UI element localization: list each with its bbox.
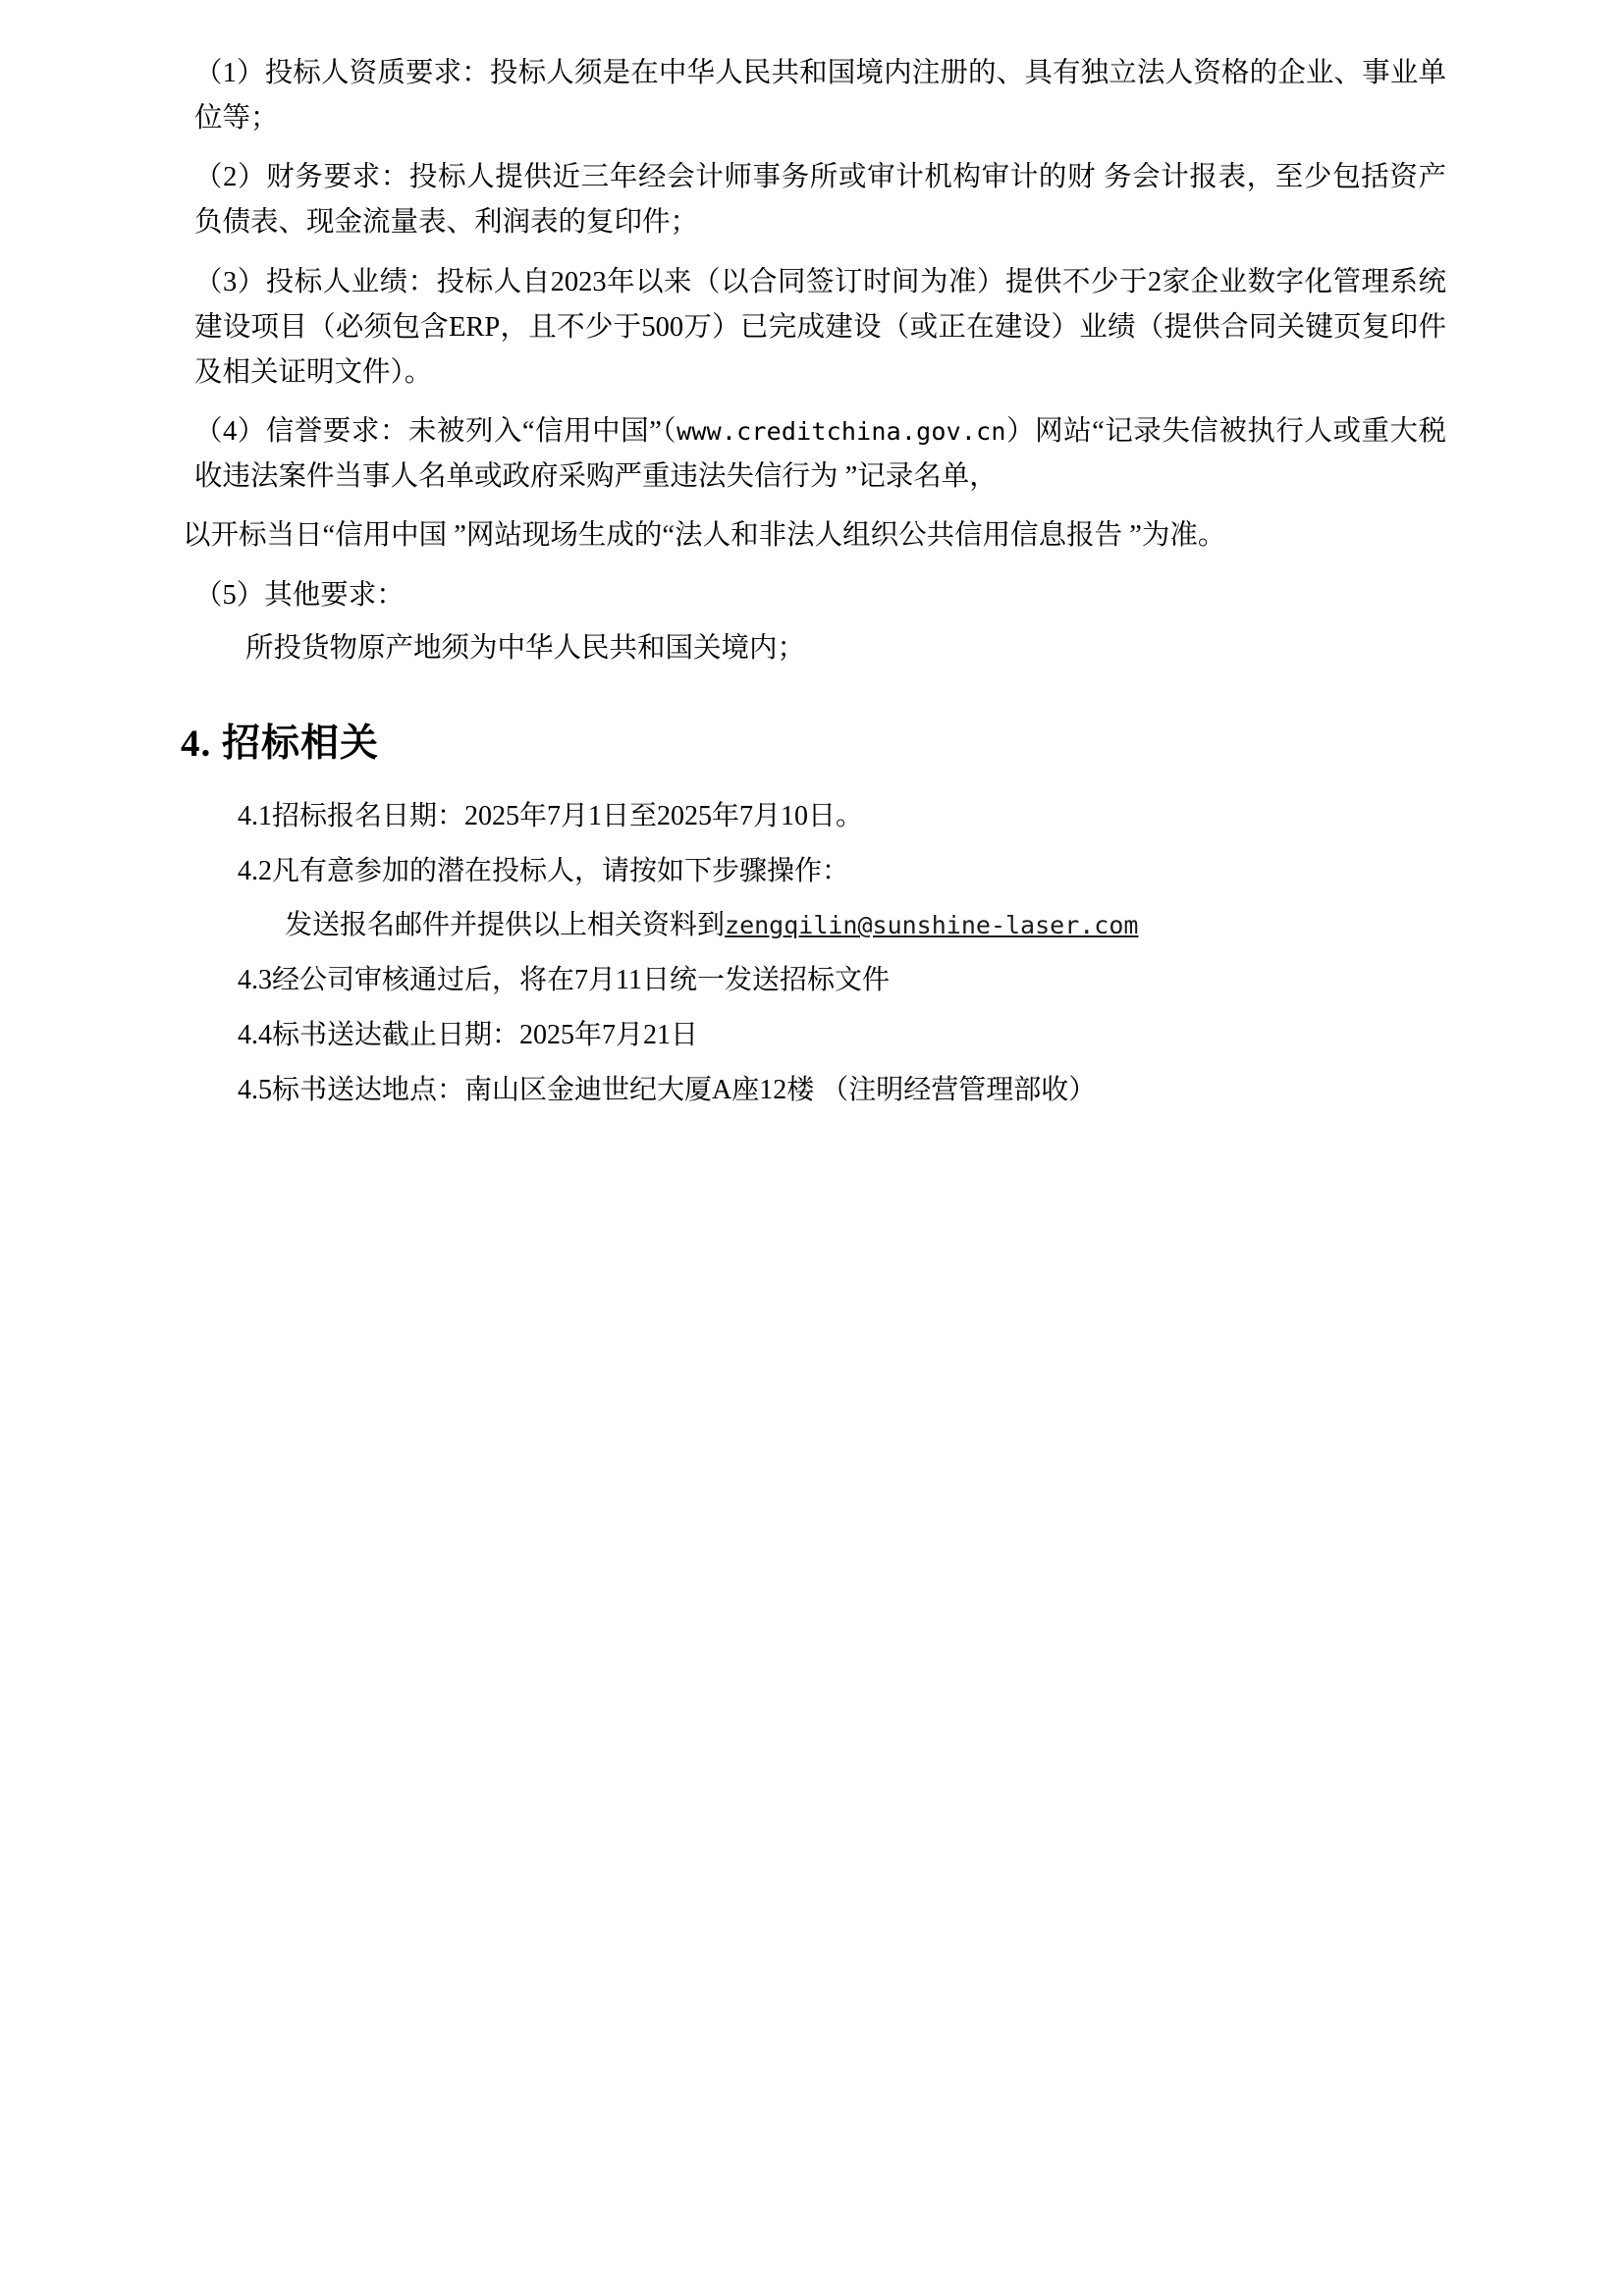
requirement-credit-prefix: （4）信誉要求：未被列入“信用中国”（ — [194, 416, 677, 448]
tender-item-registration-date: 4.1招标报名日期：2025年7月1日至2025年7月10日。 — [238, 800, 864, 831]
bidder-requirements-list — [177, 51, 1446, 671]
requirement-other-detail: 所投货物原产地须为中华人民共和国关境内； — [245, 632, 806, 664]
tender-item-email-line — [177, 906, 1446, 945]
requirement-credit-suffix: ）网站“记录失信被执行人或重大税收违法案件当事人名单或政府采购严重违法失信行为 ”记录名单， — [194, 416, 1446, 493]
section-heading-tender — [177, 713, 1446, 768]
requirement-financial: （2）财务要求：投标人提供近三年经会计师事务所或审计机构审计的财 务会计报表，至少包括资产负债表、现金流量表、利润表的复印件； — [194, 162, 1446, 239]
tender-item-document-dispatch: 4.3经公司审核通过后，将在7月11日统一发送招标文件 — [238, 965, 890, 996]
email-line-prefix: 发送报名邮件并提供以上相关资料到 — [285, 910, 726, 941]
tender-item-steps: 4.2凡有意参加的潜在投标人，请按如下步骤操作： — [238, 855, 850, 886]
contact-email-link[interactable]: zengqilin@sunshine-laser.com — [725, 911, 1139, 940]
credit-china-url: www.creditchina.gov.cn — [676, 417, 1006, 447]
section-number: 4. — [181, 721, 212, 765]
tender-item-submission-location: 4.5标书送达地点：南山区金迪世纪大厦A座12楼 （注明经营管理部收） — [238, 1074, 1097, 1105]
requirement-other-label: （5）其他要求： — [194, 579, 405, 611]
requirement-credit-continuation: 以开标当日“信用中国 ”网站现场生成的“法人和非法人组织公共信用信息报告 ”为准。 — [183, 520, 1226, 552]
section-title: 招标相关 — [222, 721, 380, 765]
requirement-credit — [177, 409, 1446, 500]
requirement-performance: （3）投标人业绩：投标人自2023年以来（以合同签订时间为准）提供不少于2家企业数字化管理系统建设项目（必须包含ERP，且不少于500万）已完成建设（或正在建设）业绩（提供合同关键页复印件及相关证明文件）。 — [194, 266, 1446, 388]
requirement-qualification: （1）投标人资质要求：投标人须是在中华人民共和国境内注册的、具有独立法人资格的企业、事业单位等； — [194, 58, 1446, 134]
tender-items-list — [177, 797, 1446, 1110]
tender-item-submission-deadline: 4.4标书送达截止日期：2025年7月21日 — [238, 1019, 699, 1050]
